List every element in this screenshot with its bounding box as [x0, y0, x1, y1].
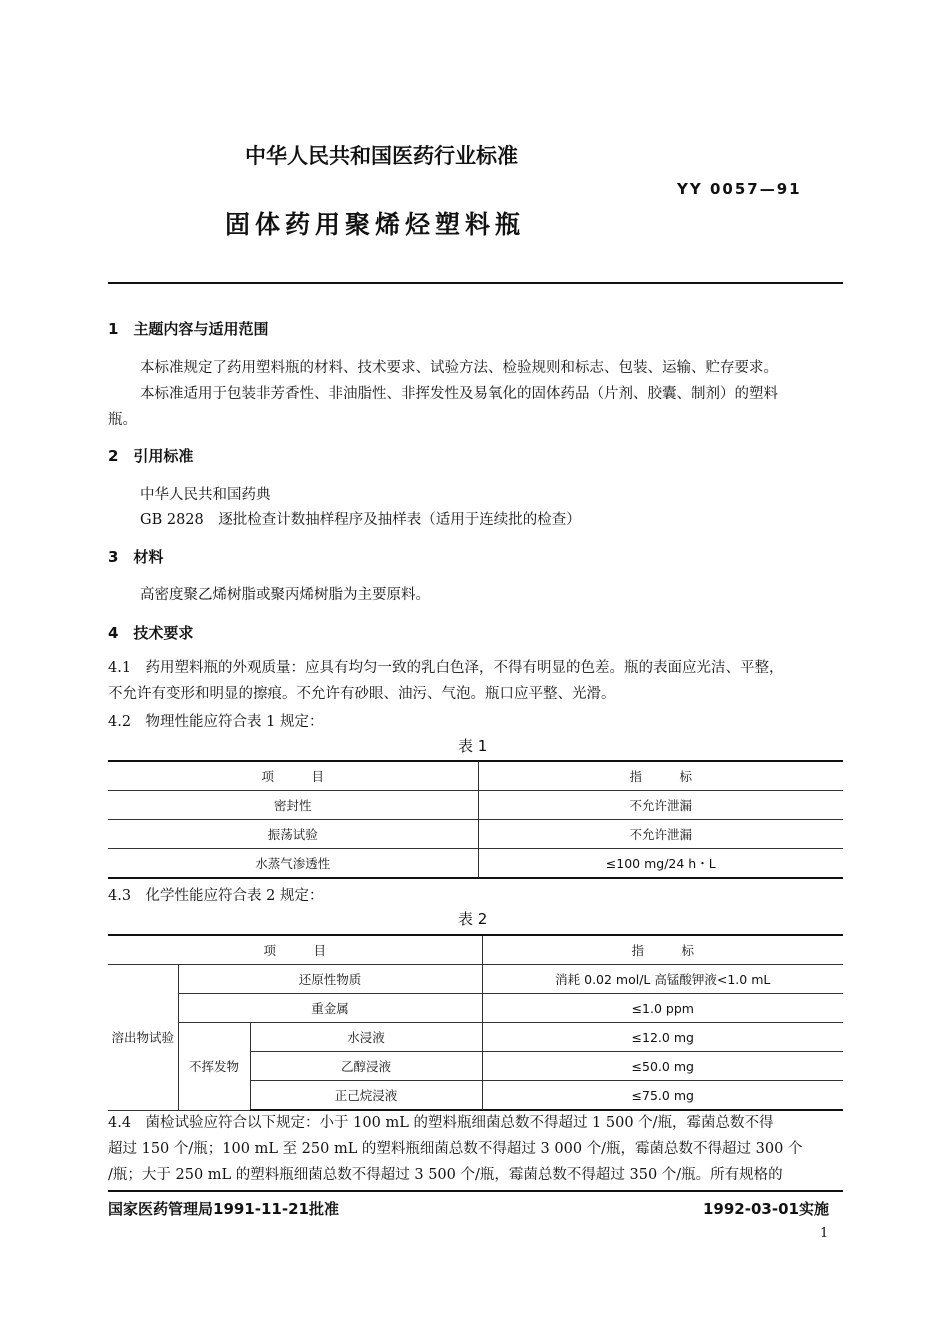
- approval-note: 国家医药管理局1991-11-21批准: [108, 1200, 339, 1218]
- document-title: 固体药用聚烯烃塑料瓶: [225, 210, 526, 239]
- section-3-heading: 3 材料: [108, 548, 164, 566]
- section-1-paragraph-2-line-1: 本标准适用于包装非芳香性、非油脂性、非挥发性及易氧化的固体药品（片剂、胶囊、制剂）的塑料: [140, 386, 778, 402]
- table-2-row-1-item: 还原性物质: [178, 965, 482, 994]
- table-1-caption: 表 1: [458, 737, 488, 755]
- clause-4-2: 4.2 物理性能应符合表 1 规定：: [108, 714, 324, 730]
- table-1-header-item: 项 目: [108, 761, 478, 791]
- table-2-row-4-item: 乙醇浸液: [250, 1052, 482, 1081]
- table-1-row-3-item: 水蒸气渗透性: [108, 849, 478, 879]
- table-2-group-label: 溶出物试验: [108, 965, 178, 1111]
- table-1: [108, 760, 843, 879]
- table-2-subgroup-label: 不挥发物: [178, 1023, 250, 1111]
- table-2-header-item: 项 目: [108, 935, 482, 965]
- table-row: [108, 965, 843, 994]
- table-2-header-index: 指 标: [482, 935, 843, 965]
- clause-4-3: 4.3 化学性能应符合表 2 规定：: [108, 888, 324, 904]
- table-1-header-index: 指 标: [478, 761, 843, 791]
- table-2-row-5-value: ≤75.0 mg: [482, 1081, 843, 1111]
- table-row: [108, 820, 843, 849]
- implementation-date: 1992-03-01实施: [703, 1200, 829, 1218]
- table-2: [108, 934, 843, 1111]
- table-2-row-5-item: 正己烷浸液: [250, 1081, 482, 1111]
- clause-4-1: [108, 655, 843, 707]
- clause-4-4-line-2: 超过 150 个/瓶；100 mL 至 250 mL 的塑料瓶细菌总数不得超过 3 000 个/瓶，霉菌总数不得超过 300 个: [108, 1141, 803, 1157]
- clause-4-4: [108, 1110, 843, 1188]
- table-2-row-2-item: 重金属: [178, 994, 482, 1023]
- table-1-row-1-value: 不允许泄漏: [478, 791, 843, 820]
- table-1-row-1-item: 密封性: [108, 791, 478, 820]
- table-row: [108, 791, 843, 820]
- top-rule: [108, 282, 843, 284]
- bottom-rule: [108, 1190, 843, 1192]
- section-3-paragraph: 高密度聚乙烯树脂或聚丙烯树脂为主要原料。: [140, 587, 430, 603]
- table-2-row-4-value: ≤50.0 mg: [482, 1052, 843, 1081]
- clause-4-1-line-2: 不允许有变形和明显的擦痕。不允许有砂眼、油污、气泡。瓶口应平整、光滑。: [108, 686, 616, 702]
- clause-4-1-line-1: 4.1 药用塑料瓶的外观质量：应具有均匀一致的乳白色泽，不得有明显的色差。瓶的表面应光洁、平整，: [108, 660, 784, 676]
- table-2-caption: 表 2: [458, 910, 488, 928]
- table-row: [108, 849, 843, 879]
- section-1-paragraph-1: 本标准规定了药用塑料瓶的材料、技术要求、试验方法、检验规则和标志、包装、运输、贮存要求。: [140, 360, 778, 376]
- table-1-header-row: [108, 761, 843, 791]
- reference-2: GB 2828 逐批检查计数抽样程序及抽样表（适用于连续批的检查）: [140, 512, 581, 528]
- table-2-row-1-value: 消耗 0.02 mol/L 高锰酸钾液<1.0 mL: [482, 965, 843, 994]
- table-1-row-2-item: 振荡试验: [108, 820, 478, 849]
- table-2-row-3-item: 水浸液: [250, 1023, 482, 1052]
- section-2-heading: 2 引用标准: [108, 447, 194, 465]
- table-1-row-2-value: 不允许泄漏: [478, 820, 843, 849]
- section-1-heading: 1 主题内容与适用范围: [108, 320, 269, 338]
- table-2-row-3-value: ≤12.0 mg: [482, 1023, 843, 1052]
- page-number: 1: [820, 1226, 829, 1241]
- reference-1: 中华人民共和国药典: [140, 487, 271, 503]
- section-1-paragraph-2-line-2: 瓶。: [108, 412, 137, 428]
- section-4-heading: 4 技术要求: [108, 624, 194, 642]
- standard-title: 中华人民共和国医药行业标准: [245, 144, 518, 168]
- clause-4-4-line-3: /瓶；大于 250 mL 的塑料瓶细菌总数不得超过 3 500 个/瓶，霉菌总数不得超过 350 个/瓶。所有规格的: [108, 1167, 783, 1183]
- table-row: [108, 1023, 843, 1052]
- table-1-row-3-value: ≤100 mg/24 h・L: [478, 849, 843, 879]
- table-row: [108, 994, 843, 1023]
- clause-4-4-line-1: 4.4 菌检试验应符合以下规定：小于 100 mL 的塑料瓶细菌总数不得超过 1 500 个/瓶，霉菌总数不得: [108, 1115, 774, 1131]
- table-2-row-2-value: ≤1.0 ppm: [482, 994, 843, 1023]
- standard-code: YY 0057—91: [677, 180, 802, 198]
- table-2-header-row: [108, 935, 843, 965]
